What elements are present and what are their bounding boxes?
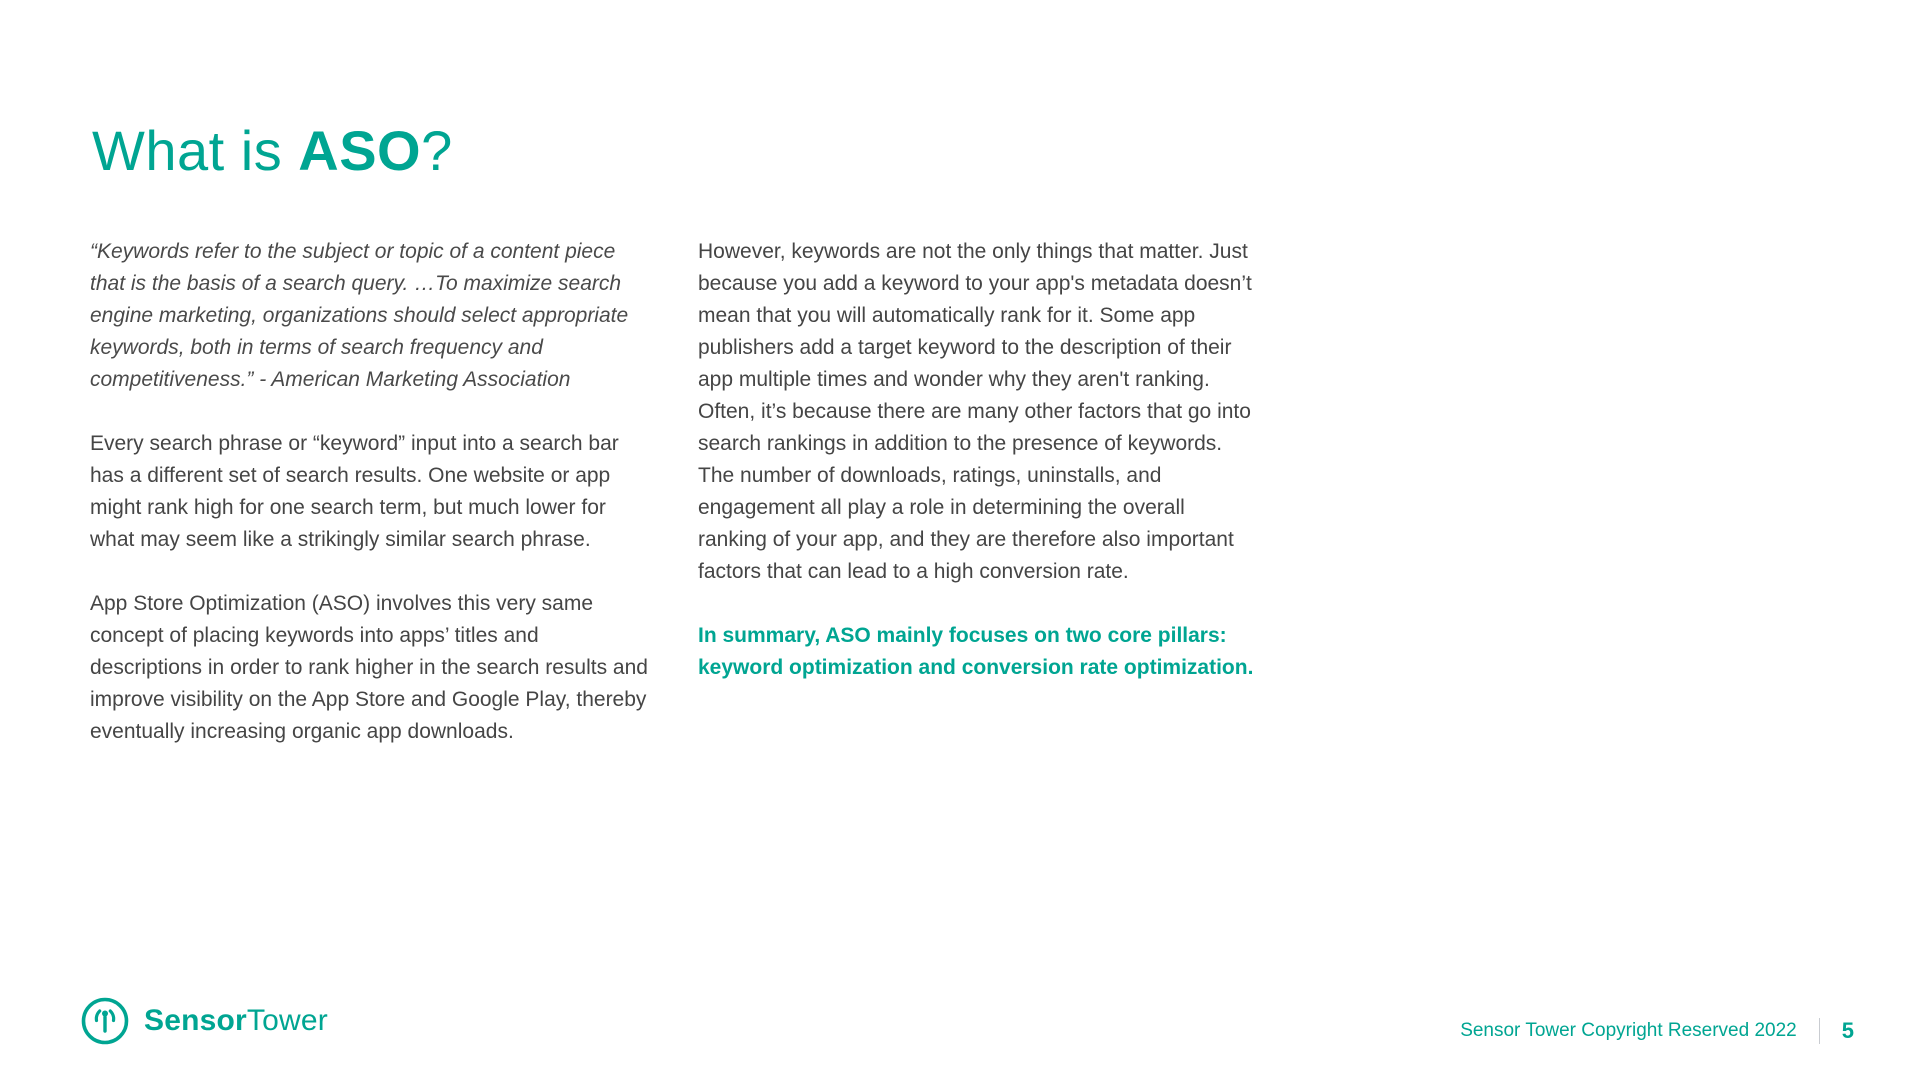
page-title [92,118,453,183]
brand-wordmark-bold: Sensor [144,1004,247,1037]
sensor-tower-logo-icon [80,996,130,1046]
footer-divider [1819,1018,1820,1044]
brand-wordmark-regular: Tower [246,1004,328,1037]
body-paragraph: However, keywords are not the only things that matter. Just because you add a keyword to your app's metadata doesn’t mean that you will automatically rank for it. Some app publishers add a target keyword to the description of their app multiple times and wonder why they aren't ranking. Often, it’s because there are many other factors that go into search rankings in addition to the presence of keywords. The number of downloads, ratings, uninstalls, and engagement all play a role in determining the overall ranking of your app, and they are therefore also important factors that can lead to a high conversion rate. [698,240,1252,583]
quote-paragraph: “Keywords refer to the subject or topic of a content piece that is the basis of a search query. …To maximize search engine marketing, organizations should select appropriate keywords, both in terms of search frequency and competitiveness.” - American Marketing Association [90,240,629,391]
body-paragraph: Every search phrase or “keyword” input into a search bar has a different set of search results. One website or app might rank high for one search term, but much lower for what may seem like a strikingly similar search phrase. [90,432,619,551]
copyright-text: Sensor Tower Copyright Reserved 2022 [1460,1020,1797,1041]
title-regular-part: What is [92,119,299,182]
brand-wordmark [144,1004,328,1038]
sensor-tower-brand [80,996,328,1046]
body-paragraph: App Store Optimization (ASO) involves this very same concept of placing keywords into apps’ titles and descriptions in order to rank higher in the search results and improve visibility on the App Store and Google Play, thereby eventually increasing organic app downloads. [90,592,648,743]
footer-meta [1460,1018,1854,1044]
title-bold-part: ASO [298,119,422,182]
summary-paragraph: In summary, ASO mainly focuses on two core pillars: keyword optimization and conversion rate optimization. [698,624,1254,679]
right-column [698,236,1258,780]
title-question-mark: ? [421,119,453,182]
page-number: 5 [1841,1018,1854,1043]
left-column [90,236,650,780]
text-columns [90,236,1258,780]
